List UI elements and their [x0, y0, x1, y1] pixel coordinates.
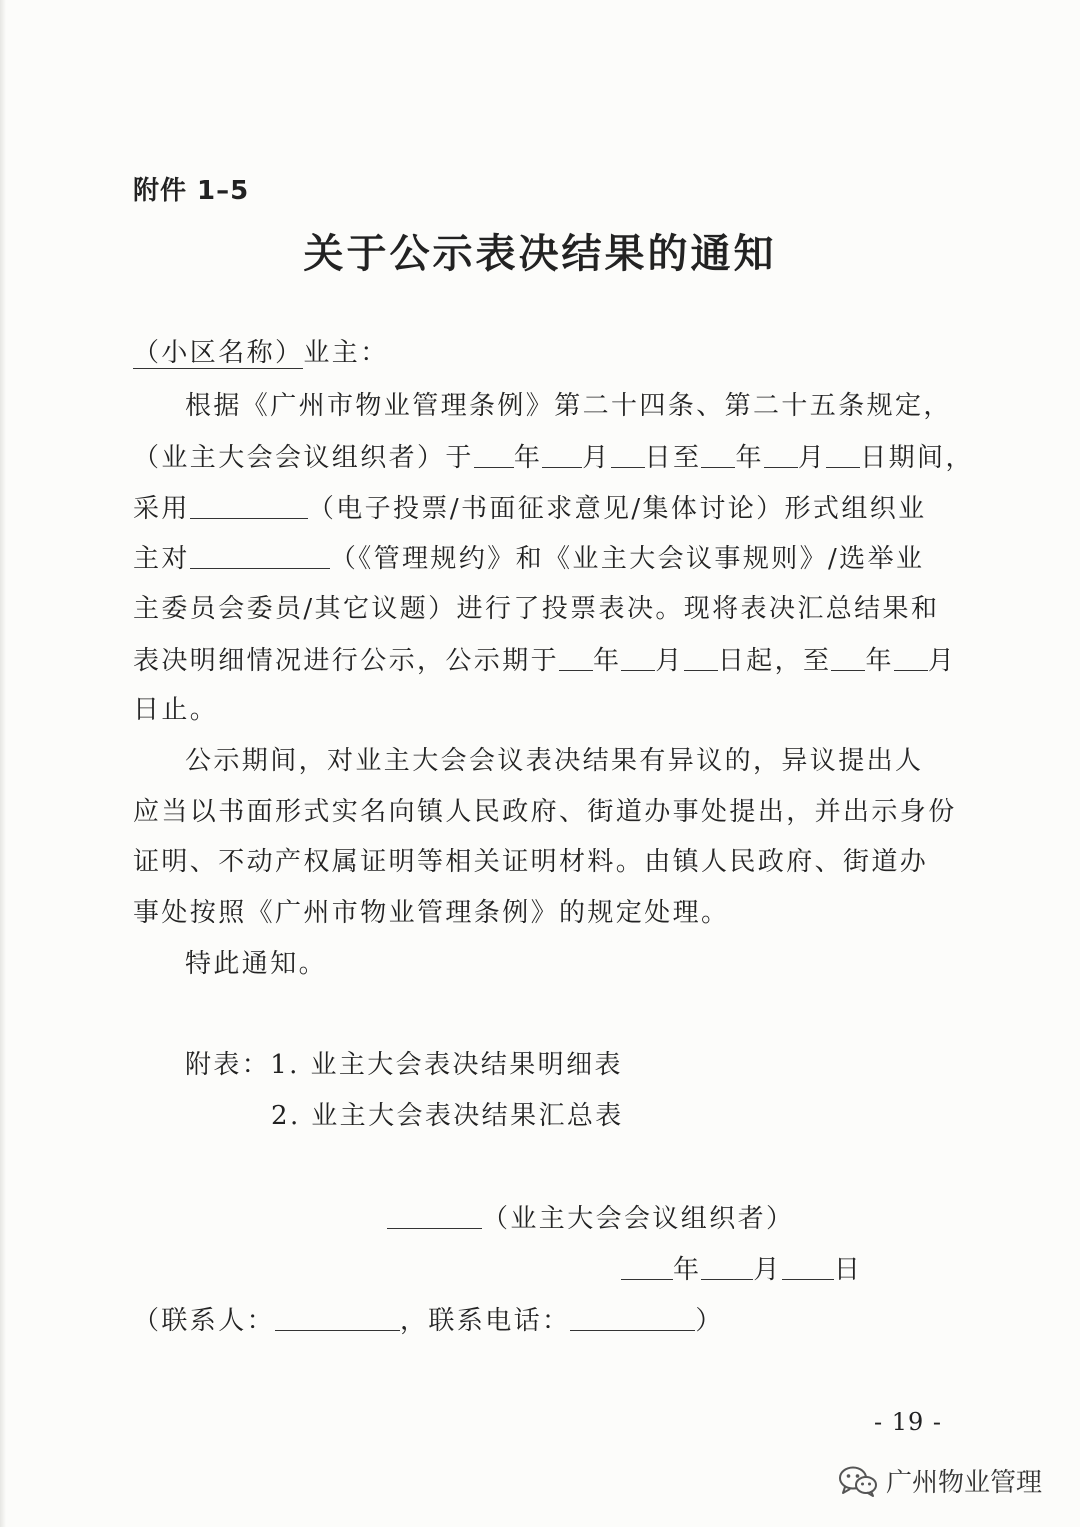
signature-organizer	[387, 1198, 947, 1238]
para1-line7: 日止。	[133, 695, 219, 725]
text: 年	[593, 646, 622, 676]
blank	[826, 437, 860, 468]
blank	[621, 640, 655, 671]
text: 日起，至	[717, 646, 832, 676]
text: 月	[753, 1255, 782, 1285]
text: 日期间，	[860, 443, 974, 473]
blank	[275, 1300, 400, 1331]
blank	[570, 1300, 695, 1331]
text: 月	[582, 443, 611, 473]
blank	[190, 538, 330, 569]
footer-brand: 广州物业管理	[885, 1468, 1042, 1498]
text: 月	[927, 646, 957, 676]
blank	[387, 1198, 482, 1229]
blank	[764, 437, 798, 468]
blank	[701, 437, 735, 468]
text: 采用	[133, 494, 190, 524]
text: （业主大会会议组织者）于	[133, 443, 474, 473]
para2-line4: 事处按照《广州市物业管理条例》的规定处理。	[133, 898, 730, 928]
para1-line4	[133, 538, 953, 578]
text: （电子投票/书面征求意见/集体讨论）形式组织业	[307, 494, 927, 524]
attachments-line1	[185, 1045, 955, 1085]
text: 年	[513, 443, 543, 473]
attachments-label: 附表：	[185, 1050, 271, 1080]
notice-title: 关于公示表决结果的通知	[303, 230, 777, 277]
page-number: - 19 -	[873, 1408, 942, 1436]
text: 主对	[133, 544, 190, 574]
blank	[782, 1249, 834, 1280]
attachment-item-2: 2. 业主大会表决结果汇总表	[271, 1101, 624, 1131]
wechat-icon	[838, 1465, 878, 1497]
text: （《管理规约》和《业主大会议事规则》/选举业	[329, 544, 925, 574]
para2-line1: 公示期间，对业主大会会议表决结果有异议的，异议提出人	[185, 746, 924, 776]
blank	[611, 437, 645, 468]
text: 表决明细情况进行公示，公示期于	[133, 646, 560, 676]
blank	[684, 640, 718, 671]
blank	[894, 640, 928, 671]
blank	[190, 488, 308, 519]
community-name-blank: （小区名称）	[133, 338, 304, 368]
text: ）	[695, 1306, 724, 1336]
signature-date	[621, 1249, 951, 1289]
text: 月	[655, 646, 684, 676]
blank	[701, 1249, 753, 1280]
attachment-item-1: 1. 业主大会表决结果明细表	[270, 1050, 623, 1080]
para2-line2: 应当以书面形式实名向镇人民政府、街道办事处提出，并出示身份	[133, 797, 957, 827]
attachment-label: 附件 1–5	[133, 176, 250, 206]
para1-line6	[133, 640, 957, 680]
blank	[831, 640, 865, 671]
contact-line	[133, 1300, 953, 1340]
blank	[621, 1249, 673, 1280]
closing: 特此通知。	[185, 949, 328, 979]
para1-line3	[133, 488, 953, 528]
text: 日至	[644, 443, 702, 473]
salutation	[133, 333, 953, 373]
blank	[474, 437, 514, 468]
text: 日	[833, 1255, 863, 1285]
text: 年	[735, 443, 764, 473]
text: 年	[673, 1255, 702, 1285]
text: ，联系电话：	[400, 1306, 571, 1336]
text: 月	[797, 443, 827, 473]
blank	[542, 437, 582, 468]
para2-line3: 证明、不动产权属证明等相关证明材料。由镇人民政府、街道办	[133, 847, 929, 877]
para1-line1: 根据《广州市物业管理条例》第二十四条、第二十五条规定，	[185, 391, 952, 421]
text: 年	[865, 646, 894, 676]
para1-line5: 主委员会委员/其它议题）进行了投票表决。现将表决汇总结果和	[133, 594, 940, 624]
text: （业主大会会议组织者）	[482, 1204, 795, 1234]
text: （联系人：	[133, 1306, 276, 1336]
para1-line2	[133, 437, 974, 477]
footer-watermark	[838, 1462, 1042, 1499]
blank	[559, 640, 593, 671]
salutation-suffix: 业主：	[303, 338, 389, 368]
